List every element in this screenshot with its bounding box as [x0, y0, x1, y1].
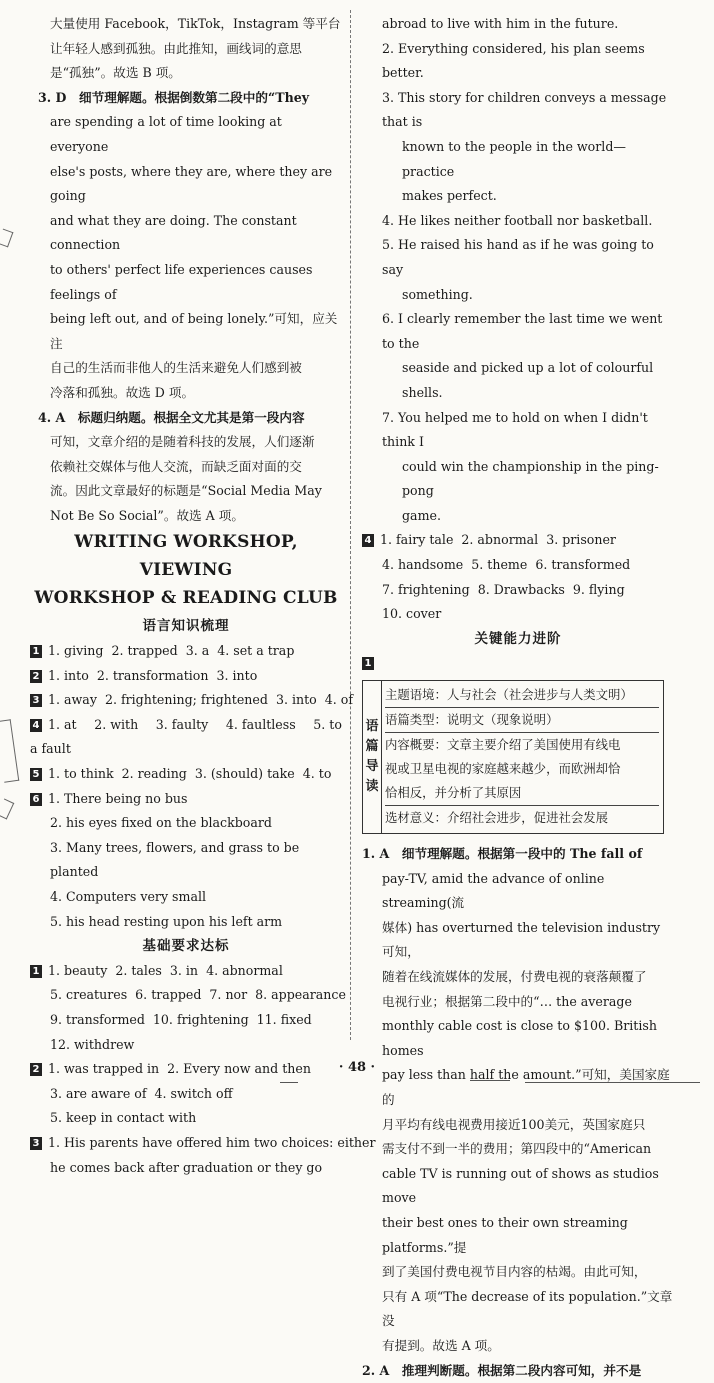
answer-item: 5. theme: [471, 557, 527, 572]
answer-item: 3. Many trees, flowers, and grass to be planted: [30, 836, 342, 885]
answer-item: 6. transformed: [535, 557, 630, 572]
text-line: 自己的生活而非他人的生活来避免人们感到被: [50, 356, 342, 381]
answer-item: 1. away: [48, 692, 97, 707]
text-line: 需支付不到一半的费用；第四段中的“American: [382, 1137, 674, 1162]
text-line: 1. A 细节理解题。根据第一段中的 The fall of: [362, 842, 674, 867]
text-line: 2. Everything considered, his plan seems better.: [382, 37, 674, 86]
answer-item: 10. cover: [382, 606, 441, 621]
text-line: 依赖社交媒体与他人交流，而缺乏面对面的交: [50, 455, 342, 480]
answer-item: 4. faultless: [226, 713, 296, 738]
text-line: could win the championship in the ping-pong: [382, 455, 674, 504]
text-line: abroad to live with him in the future.: [382, 12, 674, 37]
guide-line: 语篇类型：说明文（现象说明）: [385, 708, 659, 733]
subheading-language: 语言知识梳理: [30, 614, 342, 639]
answer-item: 2. with: [94, 713, 138, 738]
answer-item: 10. frightening: [153, 1012, 249, 1027]
guide-line: 选材意义：介绍社会进步，促进社会发展: [385, 806, 659, 830]
group-number-badge: 2: [30, 1063, 42, 1076]
group-number-badge: 1: [30, 645, 42, 658]
answer-item: 4. of: [325, 692, 353, 707]
text-line: 只有 A 项“The decrease of its population.”文章没: [382, 1285, 674, 1334]
text-line: 5. He raised his hand as if he was going to say: [382, 233, 674, 282]
reading-guide-tag: [363, 681, 382, 833]
answer-item: 2. his eyes fixed on the blackboard: [30, 811, 342, 836]
group-number-badge: 4: [362, 534, 374, 547]
answer-item: 4. abnormal: [206, 963, 283, 978]
text-line: Not Be So Social”。故选 A 项。: [50, 504, 342, 529]
answer-item: 3. in: [170, 963, 198, 978]
answer-item: 1. was trapped in: [48, 1061, 159, 1076]
answer-item: 2. Every now and then: [167, 1061, 311, 1076]
text-line: pay-TV, amid the advance of online streaming(流: [382, 867, 674, 916]
basic-group-3-continued: [362, 12, 674, 528]
answer-item: 1. giving: [48, 643, 103, 658]
text-line: 让年轻人感到孤独。由此推知，画线词的意思: [50, 37, 342, 62]
q2-tail: [30, 12, 342, 86]
text-line: to others' perfect life experiences causes feelings of: [50, 258, 342, 307]
answer-item: 4. switch off: [155, 1086, 233, 1101]
text-line: he comes back after graduation or they go: [30, 1156, 342, 1181]
answer-item: 3. are aware of: [50, 1086, 147, 1101]
group-number-badge: 5: [30, 768, 42, 781]
answer-row: [30, 1082, 342, 1107]
answer-group-1: [30, 639, 342, 664]
answer-item: 5. creatures: [50, 987, 127, 1002]
answer-item: 8. Drawbacks: [478, 582, 565, 597]
answer-group-6: [30, 787, 342, 812]
reading-guide-box: [362, 680, 664, 834]
answer-item: 1. to think: [48, 766, 114, 781]
basic-group-4: [362, 528, 674, 553]
answer-item: 3. a: [186, 643, 210, 658]
answer-item: 5. to: [313, 713, 342, 738]
basic-group-1: [30, 959, 342, 984]
group-number-badge: 1: [30, 965, 42, 978]
margin-mark: [0, 229, 13, 248]
guide-tag-char: 读: [365, 777, 378, 797]
explanation-1: [362, 842, 674, 1358]
text-line: are spending a lot of time looking at everyone: [50, 110, 342, 159]
section-heading: WORKSHOP & READING CLUB: [30, 584, 342, 612]
answer-item: 12. withdrew: [50, 1037, 134, 1052]
text-line: 月平均有线电视费用接近100美元，英国家庭只: [382, 1113, 674, 1138]
group-number-badge: 3: [30, 694, 42, 707]
group-number-badge: 2: [30, 670, 42, 683]
text-line: 流。因此文章最好的标题是“Social Media May: [50, 479, 342, 504]
text-line: 是“孤独”。故选 B 项。: [50, 61, 342, 86]
group-number-badge: 4: [30, 719, 42, 732]
text-line: 冷落和孤独。故选 D 项。: [50, 381, 342, 406]
text-line: makes perfect.: [382, 184, 674, 209]
answer-row: [30, 1106, 342, 1131]
reading-guide-lines: [385, 683, 659, 830]
text-line: and what they are doing. The constant connection: [50, 209, 342, 258]
answer-item: 2. tales: [115, 963, 162, 978]
subheading-advanced: 关键能力进阶: [362, 627, 674, 652]
text-line: 6. I clearly remember the last time we went to the: [382, 307, 674, 356]
answer-item: 5. his head resting upon his left arm: [30, 910, 342, 935]
text-line: their best ones to their own streaming platforms.”提: [382, 1211, 674, 1260]
text-line: monthly cable cost is close to $100. British homes: [382, 1014, 674, 1063]
answer-item: 4. Computers very small: [30, 885, 342, 910]
text-line: 可知，文章介绍的是随着科技的发展，人们逐渐: [50, 430, 342, 455]
guide-line: 恰相反，并分析了其原因: [385, 781, 659, 806]
answer-item: 1. fairy tale: [380, 532, 453, 547]
answer-group-2: [30, 664, 342, 689]
answer-item: 1. at: [48, 717, 77, 732]
basic-group-3: [30, 1131, 342, 1156]
text-line: 电视行业；根据第二段中的“… the average: [382, 990, 674, 1015]
answer-row: [362, 602, 674, 627]
answer-row: [30, 1008, 342, 1033]
answer-item: 4. set a trap: [217, 643, 294, 658]
section-heading: WRITING WORKSHOP, VIEWING: [30, 528, 342, 584]
answer-item: 3. (should) take: [195, 766, 295, 781]
page-number: · 48 ·: [0, 1060, 714, 1075]
answer-item: 1. There being no bus: [48, 791, 188, 806]
text-line: a fault: [30, 737, 342, 762]
text-line: pay less than half the amount.”可知，美国家庭的: [382, 1063, 674, 1112]
text-line: 有提到。故选 A 项。: [382, 1334, 674, 1359]
answer-item: 2. transformation: [97, 668, 209, 683]
text-line: 大量使用 Facebook，TikTok，Instagram 等平台: [50, 12, 342, 37]
answer-item: 3. faulty: [156, 713, 209, 738]
answer-4: [30, 406, 342, 529]
text-line: cable TV is running out of shows as studios move: [382, 1162, 674, 1211]
answer-item: 7. nor: [209, 987, 247, 1002]
answer-item: 6. trapped: [135, 987, 201, 1002]
subheading-basic: 基础要求达标: [30, 934, 342, 959]
margin-mark: [0, 799, 14, 820]
right-column: [362, 12, 674, 1383]
answer-item: 2. abnormal: [461, 532, 538, 547]
text-line: else's posts, where they are, where they are going: [50, 160, 342, 209]
answer-item: 2. frightening; frightened: [105, 692, 268, 707]
answer-row: [362, 553, 674, 578]
answer-group-3: [30, 688, 342, 713]
left-column: [30, 12, 342, 1180]
guide-tag-char: 篇: [365, 737, 378, 757]
answer-item: 2. trapped: [111, 643, 177, 658]
text-line: 4. A 标题归纳题。根据全文尤其是第一段内容: [30, 406, 342, 431]
margin-mark: [0, 719, 19, 782]
guide-tag-char: 导: [365, 757, 378, 777]
column-divider: [350, 10, 351, 1040]
text-line: being left out, and of being lonely.”可知，应关注: [50, 307, 342, 356]
text-line: 2. A 推理判断题。根据第二段内容可知，并不是: [362, 1359, 674, 1383]
answer-item: 1. His parents have offered him two choices: either: [48, 1135, 376, 1150]
answer-item: 3. into: [217, 668, 258, 683]
text-line: 3. D 细节理解题。根据倒数第二段中的“They: [30, 86, 342, 111]
group-number-badge: 1: [362, 657, 374, 670]
answer-row: [30, 1033, 342, 1058]
answer-row: [30, 983, 342, 1008]
text-line: 4. He likes neither football nor basketball.: [382, 209, 674, 234]
group-number-badge: 6: [30, 793, 42, 806]
text-line: 随着在线流媒体的发展，付费电视的衰落颠覆了: [382, 965, 674, 990]
answer-item: 3. prisoner: [546, 532, 616, 547]
answer-item: 5. keep in contact with: [50, 1110, 196, 1125]
text-line: 到了美国付费电视节目内容的枯竭。由此可知，: [382, 1260, 674, 1285]
text-line: seaside and picked up a lot of colourful shells.: [382, 356, 674, 405]
text-line: game.: [382, 504, 674, 529]
guide-line: 主题语境：人与社会（社会进步与人类文明）: [385, 683, 659, 708]
answer-item: 7. frightening: [382, 582, 470, 597]
group-number-badge: 3: [30, 1137, 42, 1150]
answer-3: [30, 86, 342, 406]
answer-item: 9. flying: [573, 582, 625, 597]
answer-row: [362, 578, 674, 603]
answer-item: 3. into: [276, 692, 317, 707]
text-line: 7. You helped me to hold on when I didn't think I: [382, 406, 674, 455]
guide-line: 视或卫星电视的家庭越来越少，而欧洲却恰: [385, 757, 659, 781]
guide-line: 内容概要：文章主要介绍了美国使用有线电: [385, 733, 659, 757]
answer-item: 8. appearance: [255, 987, 346, 1002]
guide-tag-char: 语: [365, 717, 378, 737]
answer-item: 4. handsome: [382, 557, 463, 572]
answer-item: 1. beauty: [48, 963, 107, 978]
text-line: something.: [382, 283, 674, 308]
answer-group-4: [30, 713, 342, 738]
answer-item: 9. transformed: [50, 1012, 145, 1027]
text-line: known to the people in the world—practice: [382, 135, 674, 184]
answer-item: 1. into: [48, 668, 89, 683]
advanced-group-1: [362, 651, 674, 676]
text-line: 媒体) has overturned the television industry 可知，: [382, 916, 674, 965]
answer-group-5: [30, 762, 342, 787]
answer-item: 2. reading: [122, 766, 187, 781]
answer-item: 11. fixed: [257, 1012, 312, 1027]
answer-item: 4. to: [303, 766, 332, 781]
text-line: 3. This story for children conveys a message that is: [382, 86, 674, 135]
